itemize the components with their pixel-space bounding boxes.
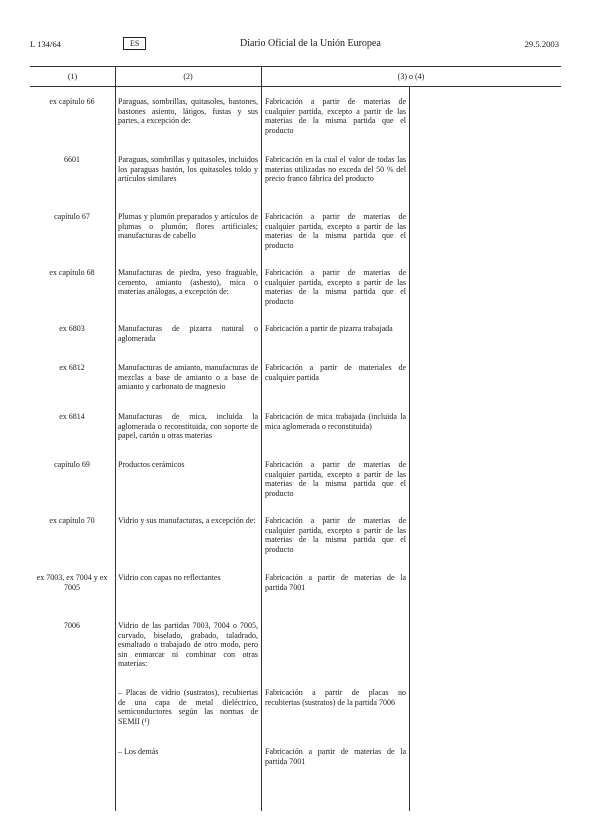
row-code: ex 6812 [59,363,85,372]
row-code: ex 6803 [59,324,85,333]
row-rule: Fabricación de mica trabajada (incluida la mica aglomerada o reconstituida) [265,412,406,431]
row-code: capítulo 67 [54,212,90,221]
page-identifier: L 134/64 [30,39,61,49]
row-description: Vidrio y sus manufacturas, a excepción de: [118,516,256,525]
column-divider-2 [261,66,262,811]
row-rule: Fabricación a partir de materias de cualquier partida, excepto a partir de las materias de la misma partida que el producto [265,516,406,554]
column-header-1: (1) [67,72,78,81]
row-code: capítulo 69 [54,460,90,469]
publication-date: 29.5.2003 [524,39,559,49]
header-bottom-border [30,86,561,87]
row-code: ex capítulo 70 [49,516,95,525]
column-header-2: (2) [183,72,193,81]
row-description: – Placas de vidrio (sustratos), recubiertas de una capa de metal dieléctrico, semiconductores según las normas de SEMII (¹) [118,688,258,726]
row-rule: Fabricación a partir de materiales de cualquier partida [265,363,406,382]
row-description: Paraguas, sombrillas, quitasoles, bastones, bastones asiento, látigos, fustas y sus partes, a excepción de: [118,97,258,126]
row-description: – Los demás [118,747,159,756]
row-code: ex capítulo 68 [49,268,95,277]
row-description: Manufacturas de pizarra natural o aglomerada [118,324,258,343]
row-description: Manufacturas de amianto, manufacturas de mezclas a base de amianto o a base de amianto y carbonato de magnesio [118,363,258,392]
row-code: ex 7003, ex 7004 y ex 7005 [36,573,108,592]
row-description: Productos cerámicos [118,460,185,469]
row-description: Paraguas, sombrillas y quitasoles, incluidos los paraguas bastón, los quitasoles toldo y artículos similares [118,155,258,184]
row-description: Manufacturas de piedra, yeso fraguable, cemento, amianto (asbesto), mica o materias análogas, a excepción de: [118,268,258,297]
row-code: 7006 [64,621,80,630]
row-description: Manufacturas de mica, incluida la aglomerada o reconstituida, con soporte de papel, cartón u otras materias [118,412,258,441]
language-box: ES [123,37,146,50]
page-header [30,37,559,53]
row-rule: Fabricación a partir de materias de cualquier partida, excepto a partir de las materias de la misma partida que el producto [265,460,406,498]
row-code: ex 6814 [59,412,85,421]
journal-title: Diario Oficial de la Unión Europea [240,38,381,49]
row-rule: Fabricación a partir de pizarra trabajada [265,324,393,333]
row-rule: Fabricación a partir de materias de cualquier partida, excepto a partir de las materias de la misma partida que el producto [265,268,406,306]
column-divider-1 [115,66,116,811]
row-description: Vidrio con capas no reflectantes [118,573,221,582]
rules-table [30,66,561,811]
row-rule: Fabricación a partir de materias de cualquier partida, excepto a partir de las materias de la misma partida que el producto [265,212,406,250]
row-description: Plumas y plumón preparados y artículos de plumas o plumón; flores artificiales; manufacturas de cabello [118,212,258,241]
row-code: 6601 [64,155,80,164]
row-rule: Fabricación a partir de materias de la partida 7001 [265,747,406,766]
row-code: ex capítulo 66 [49,97,95,106]
row-rule: Fabricación a partir de materias de cualquier partida, excepto a partir de las materias de la misma partida que el producto [265,97,406,135]
column-header-3-4: (3) o (4) [397,72,425,81]
row-rule: Fabricación a partir de placas no recubiertas (sustratos) de la partida 7006 [265,688,406,707]
row-rule: Fabricación en la cual el valor de todas las materias utilizadas no exceda del 50 % del precio franco fábrica del producto [265,155,406,184]
column-divider-3 [409,86,410,811]
row-rule: Fabricación a partir de materias de la partida 7001 [265,573,406,592]
row-description: Vidrio de las partidas 7003, 7004 o 7005, curvado, biselado, grabado, taladrado, esmaltado o trabajado de otro modo, pero sin enmarcar ni combinar con otras materias: [118,621,258,669]
table-top-border [30,66,561,67]
